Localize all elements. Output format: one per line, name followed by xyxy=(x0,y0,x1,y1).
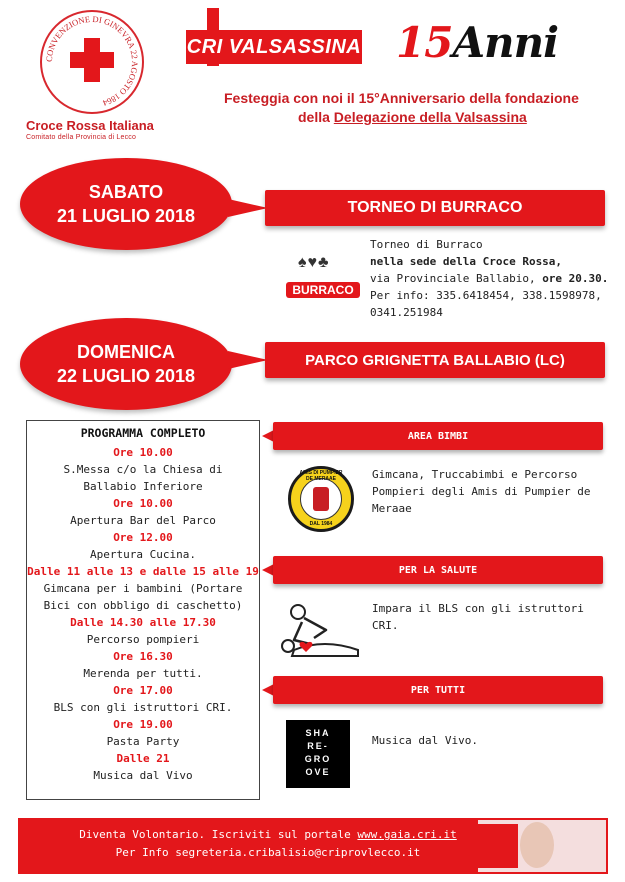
cpr-icon xyxy=(274,598,364,662)
program-time: Ore 16.30 xyxy=(113,650,173,663)
footer-volunteer-line xyxy=(78,828,458,841)
day2-weekday: DOMENICA xyxy=(77,342,175,362)
share-groove-line: OVE xyxy=(305,767,331,777)
anniversary-word: Anni xyxy=(452,18,559,67)
tagline-prefix: della xyxy=(298,109,334,125)
day1-weekday: SABATO xyxy=(88,182,164,202)
day2-badge xyxy=(20,318,232,410)
burraco-line-4: Per info: 335.6418454, 338.1598978, xyxy=(370,289,602,302)
burraco-address: via Provinciale Ballabio, xyxy=(370,272,543,285)
program-desc: Gimcana per i bambini (Portare Bici con obbligo di caschetto) xyxy=(43,582,243,612)
day2-date: 22 LUGLIO 2018 xyxy=(56,366,196,386)
burraco-line-2: nella sede della Croce Rossa, xyxy=(370,255,563,268)
amis-logo-year: DAL 1984 xyxy=(309,521,333,527)
program-desc: Pasta Party xyxy=(106,735,180,748)
program-desc: S.Messa c/o la Chiesa di Ballabio Inferiore xyxy=(63,463,223,493)
day1-event-bar: TORNEO DI BURRACO xyxy=(265,190,605,226)
salute-text: Impara il BLS con gli istruttori CRI. xyxy=(372,602,584,632)
header-tagline: Festeggia con noi il 15°Anniversario della fondazione xyxy=(224,90,579,106)
playing-cards-icon: ♠♥♣ xyxy=(298,254,330,271)
share-groove-line: RE- xyxy=(307,741,329,751)
burraco-line-1: Torneo di Burraco xyxy=(370,238,483,251)
bimbi-text: Gimcana, Truccabimbi e Percorso Pompieri degli Amis di Pumpier de Meraae xyxy=(372,468,591,515)
program-desc: BLS con gli istruttori CRI. xyxy=(53,701,233,714)
tutti-text: Musica dal Vivo. xyxy=(372,734,478,747)
program-time: Ore 19.00 xyxy=(113,718,173,731)
share-groove-logo xyxy=(286,720,350,788)
day1-arrow xyxy=(228,199,268,217)
footer-volunteer-text: Diventa Volontario. Iscriviti sul portale xyxy=(79,828,358,841)
fire-tower-icon xyxy=(313,487,329,511)
program-time: Dalle 11 alle 13 e dalle 15 alle 19 xyxy=(27,565,259,578)
anniversary-number: 15 xyxy=(396,18,453,67)
program-title: PROGRAMMA COMPLETO xyxy=(80,426,206,440)
burraco-line-3 xyxy=(370,270,608,287)
org-name: Croce Rossa Italiana xyxy=(26,118,154,133)
gaia-portal-link[interactable]: www.gaia.cri.it xyxy=(357,828,457,841)
footer-poster-thumb xyxy=(478,824,518,868)
red-cross-icon-vertical xyxy=(84,38,100,82)
anniversary-title xyxy=(396,18,558,67)
burraco-time: ore 20.30. xyxy=(542,272,609,285)
program-desc: Merenda per tutti. xyxy=(83,667,203,680)
program-time: Ore 10.00 xyxy=(113,446,173,459)
area-bimbi-bar: AREA BIMBI xyxy=(273,422,603,450)
program-time: Ore 12.00 xyxy=(113,531,173,544)
program-desc: Percorso pompieri xyxy=(86,633,200,646)
program-time: Dalle 14.30 alle 17.30 xyxy=(70,616,216,629)
share-groove-line: GRO xyxy=(304,754,332,764)
brand-banner: CRI VALSASSINA xyxy=(186,30,362,64)
burraco-info xyxy=(370,236,608,321)
program-time: Dalle 21 xyxy=(116,752,170,765)
burraco-line-5: 0341.251984 xyxy=(370,306,443,319)
program-desc: Apertura Cucina. xyxy=(90,548,196,561)
day1-date: 21 LUGLIO 2018 xyxy=(56,206,196,226)
day1-badge xyxy=(20,158,232,250)
per-la-salute-bar: PER LA SALUTE xyxy=(273,556,603,584)
program-list xyxy=(26,444,260,784)
svg-text:CONVENZIONE DI GINEVRA 22 AGOS: CONVENZIONE DI GINEVRA 22 AGOSTO 1864 xyxy=(43,13,141,109)
delegation-link[interactable]: Delegazione della Valsassina xyxy=(333,109,527,125)
program-time: Ore 17.00 xyxy=(113,684,173,697)
per-tutti-bar: PER TUTTI xyxy=(273,676,603,704)
program-desc: Apertura Bar del Parco xyxy=(70,514,216,527)
header-tagline-2 xyxy=(298,109,527,125)
share-groove-line: SHA xyxy=(305,728,331,738)
program-time: Ore 10.00 xyxy=(113,497,173,510)
day2-event-bar: PARCO GRIGNETTA BALLABIO (LC) xyxy=(265,342,605,378)
program-desc: Musica dal Vivo xyxy=(93,769,193,782)
org-subtitle: Comitato della Provincia di Lecco xyxy=(26,134,137,141)
footer-face-image xyxy=(520,822,554,868)
footer-info-line: Per Info segreteria.cribalisio@criprovlecco.it xyxy=(115,846,421,859)
day2-arrow xyxy=(228,351,268,369)
amis-logo-text: AMIS DI PUMPIER DE MERAAE xyxy=(299,470,343,482)
burraco-logo: BURRACO xyxy=(286,282,360,298)
